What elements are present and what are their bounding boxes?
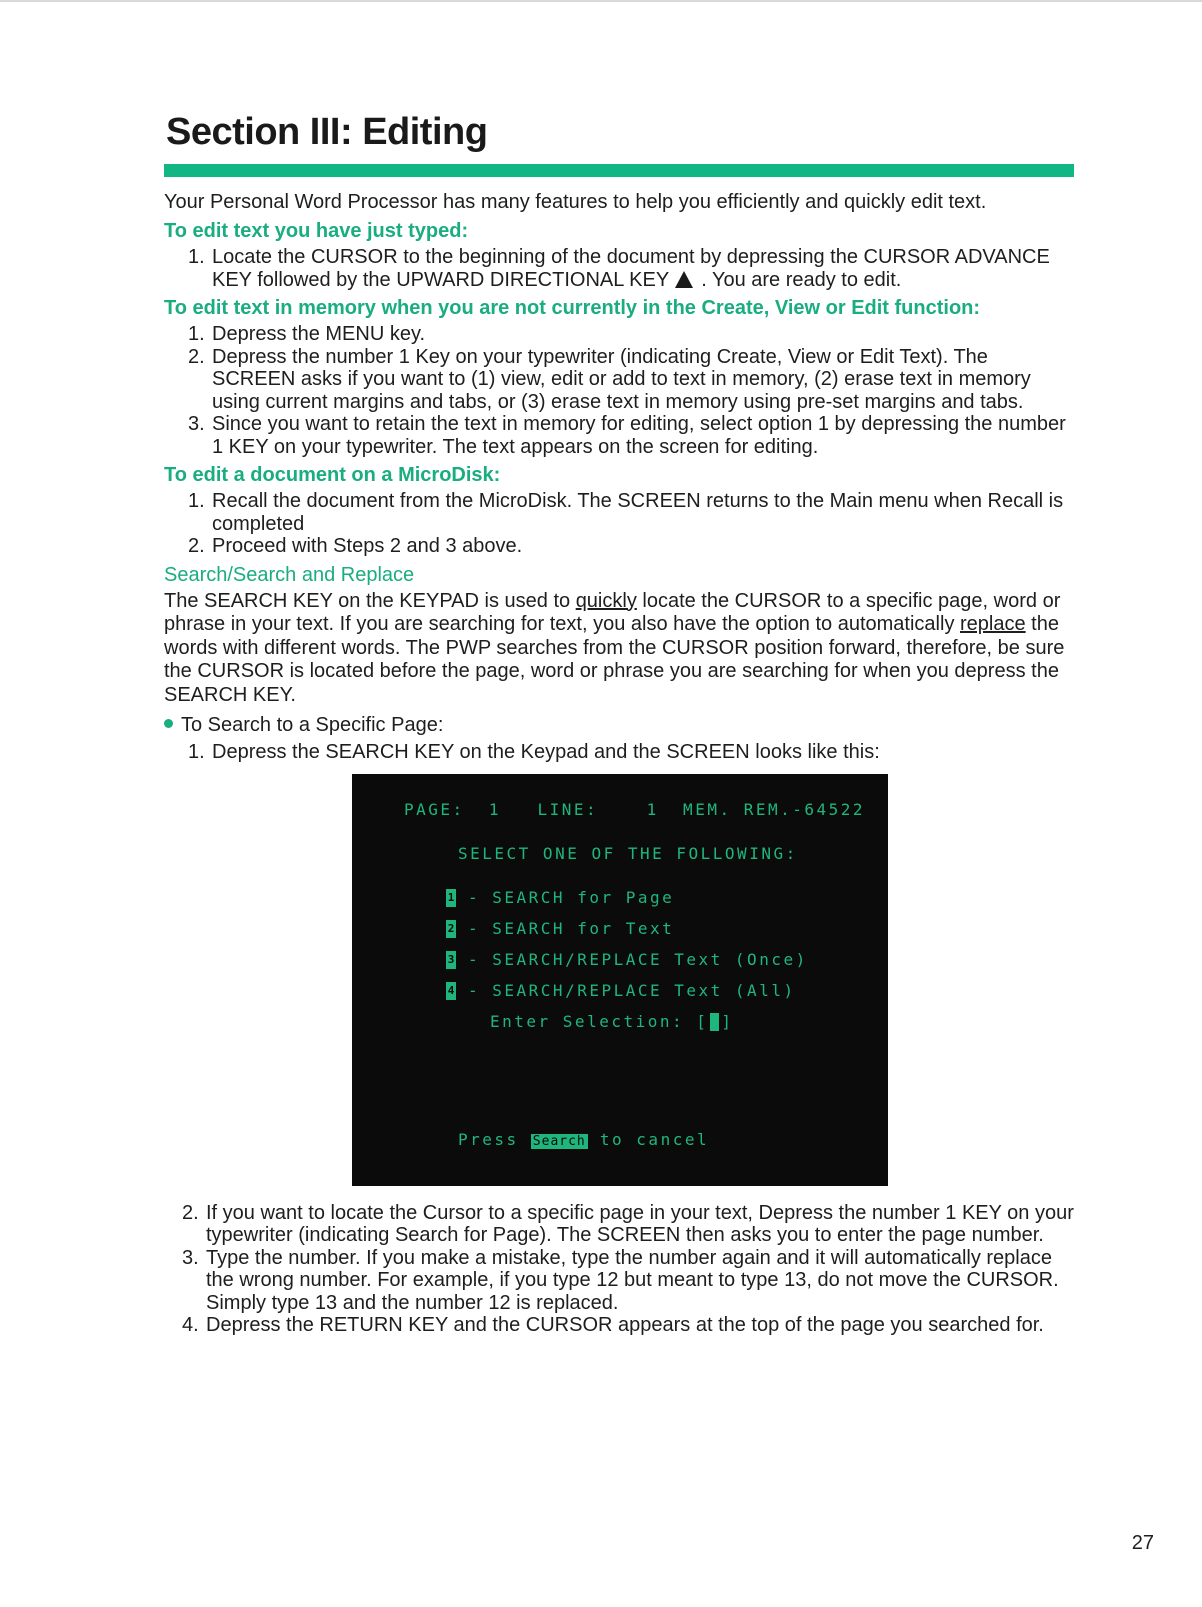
bullet-text: To Search to a Specific Page: <box>181 714 444 736</box>
option-key: 4 <box>446 982 456 1000</box>
up-arrow-icon <box>675 271 693 288</box>
list-item <box>164 1247 1076 1315</box>
para-text: the words with different words. The PWP searches from the CURSOR position forward, therefore, be sure the CURSOR is located before the page, word or phrase you are searching for when you depress the SEARCH KEY. <box>164 613 1065 706</box>
step-number: 1. <box>188 741 205 763</box>
screen-option <box>446 981 796 1001</box>
screen-press-cancel <box>458 1130 709 1149</box>
option-key: 2 <box>446 920 456 938</box>
list-item <box>164 323 1076 346</box>
screen-capture <box>352 774 888 1186</box>
step-text: Proceed with Steps 2 and 3 above. <box>212 535 523 557</box>
screen-status-line: PAGE: 1 LINE: 1 MEM. REM.-64522 <box>404 799 866 819</box>
enter-label: Enter Selection: [ <box>490 1011 709 1031</box>
option-key: 3 <box>446 951 456 969</box>
step-number: 2. <box>188 345 205 368</box>
step-number: 3. <box>188 413 205 435</box>
underlined-quickly: quickly <box>575 589 637 612</box>
underlined-replace: replace <box>960 613 1026 635</box>
step-number: 1. <box>188 246 205 268</box>
section-title: Section III: Editing <box>166 111 488 153</box>
cancel-label: to cancel <box>587 1129 710 1149</box>
heading-memory: To edit text in memory when you are not currently in the Create, View or Edit function: <box>164 297 981 319</box>
list-item <box>164 246 1076 291</box>
press-label: Press <box>458 1129 531 1149</box>
step-text: Locate the CURSOR to the beginning of the document by depressing the CURSOR ADVANCE KEY followed by the UPWARD DIRECTIONAL KEY <box>212 246 1050 291</box>
top-rule <box>0 0 1202 2</box>
step-number: 2. <box>188 535 205 557</box>
step-text: Since you want to retain the text in memory for editing, select option 1 by depressing the number 1 KEY on your typewriter. The text appears on the screen for editing. <box>212 413 1066 458</box>
screen-option <box>446 919 674 939</box>
step-number: 1. <box>188 323 205 345</box>
list-memory <box>164 323 1076 458</box>
list-item <box>164 535 1076 558</box>
step-text: Depress the number 1 Key on your typewriter (indicating Create, View or Edit Text). The SCREEN asks if you want to (1) view, edit or add to text in memory, (2) erase text in memory using current margins and tabs, or (3) erase text in memory using pre-set margins and tabs. <box>212 345 1031 413</box>
list-item <box>164 413 1076 458</box>
cursor-block <box>710 1013 719 1031</box>
para-text: The SEARCH KEY on the KEYPAD is used to <box>164 589 576 612</box>
list-item <box>164 490 1076 535</box>
screen-option <box>446 950 808 970</box>
page-number: 27 <box>1131 1532 1154 1554</box>
list-item <box>164 741 1076 764</box>
step-text-end: . You are ready to edit. <box>701 268 902 291</box>
heading-search: Search/Search and Replace <box>164 563 415 586</box>
bullet-dot-icon <box>164 719 173 728</box>
search-paragraph <box>164 590 1076 708</box>
option-text: - SEARCH for Page <box>468 887 675 907</box>
screen-option <box>446 888 674 908</box>
option-text: - SEARCH for Text <box>468 918 675 938</box>
page-content <box>164 108 1076 1337</box>
step-number: 1. <box>188 490 205 512</box>
para-text: locate the CURSOR to a specific page, word or phrase in your text. If you are searching for text, you also have the option to automatically <box>164 589 1061 635</box>
enter-bracket: ] <box>721 1011 734 1031</box>
step-text: Depress the SEARCH KEY on the Keypad and the SCREEN looks like this: <box>212 741 880 763</box>
option-text: - SEARCH/REPLACE Text (Once) <box>468 949 808 969</box>
search-key-label: Search <box>532 1133 586 1149</box>
heading-just-typed: To edit text you have just typed: <box>164 220 469 242</box>
list-microdisk <box>164 490 1076 558</box>
list-item <box>164 346 1076 414</box>
step-number: 2. <box>182 1201 199 1224</box>
step-text: If you want to locate the Cursor to a specific page in your text, Depress the number 1 KEY on your typewriter (indicating Search for Page). The SCREEN then asks you to enter the page number. <box>206 1201 1074 1246</box>
screen-enter-selection <box>490 1012 734 1032</box>
list-item <box>164 1202 1076 1247</box>
list-just-typed <box>164 246 1076 291</box>
option-text: - SEARCH/REPLACE Text (All) <box>468 980 796 1000</box>
intro-text: Your Personal Word Processor has many features to help you efficiently and quickly edit text. <box>164 191 987 213</box>
option-key: 1 <box>446 889 456 907</box>
heading-microdisk: To edit a document on a MicroDisk: <box>164 464 501 486</box>
step-number: 3. <box>182 1246 199 1269</box>
list-item <box>164 1314 1076 1337</box>
step-text: Recall the document from the MicroDisk. The SCREEN returns to the Main menu when Recall is completed <box>212 490 1064 535</box>
title-underline-bar <box>164 164 1074 177</box>
step-text: Depress the MENU key. <box>212 323 426 345</box>
bullet-search-page <box>164 713 1076 737</box>
step-number: 4. <box>182 1314 199 1336</box>
step-text: Type the number. If you make a mistake, type the number again and it will automatically replace the wrong number. For example, if you type 12 but meant to type 13, do not move the CURSOR. Simply type 13 and the number 12 is replaced. <box>206 1246 1059 1314</box>
list-after-steps <box>164 1202 1076 1337</box>
list-search-step1 <box>164 741 1076 764</box>
screen-prompt: SELECT ONE OF THE FOLLOWING: <box>458 843 798 863</box>
step-text: Depress the RETURN KEY and the CURSOR appears at the top of the page you searched for. <box>206 1314 1044 1336</box>
